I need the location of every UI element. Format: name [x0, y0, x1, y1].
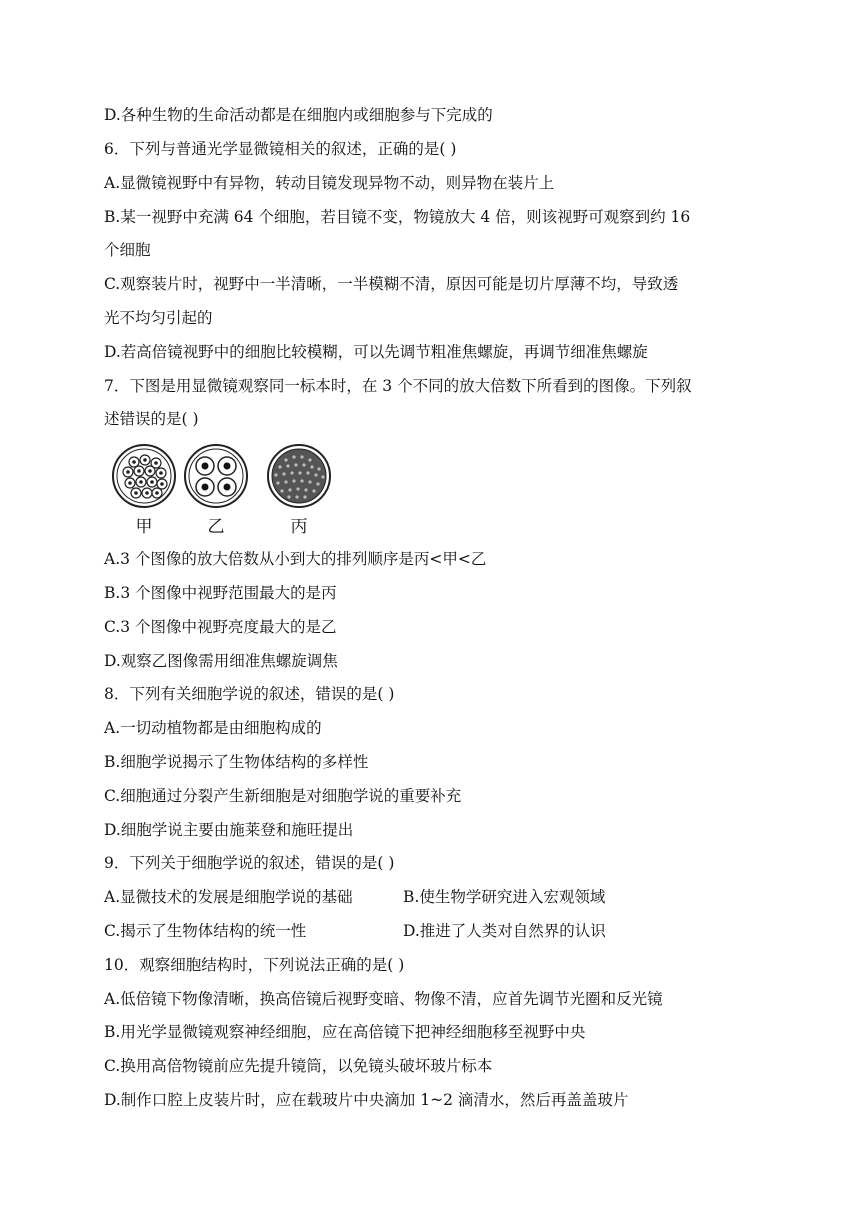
q7-stem-line2: 述错误的是( ) — [104, 410, 199, 428]
q6-option-b-line2: 个细胞 — [104, 241, 151, 259]
q8-option-a: A.一切动植物都是由细胞构成的 — [104, 719, 322, 737]
q9-stem: 9．下列关于细胞学说的叙述，错误的是( ) — [104, 854, 395, 872]
q9-option-c: C.揭示了生物体结构的统一性 — [104, 922, 307, 940]
view-yi — [185, 445, 247, 507]
q6-option-a: A.显微镜视野中有异物，转动目镜发现异物不动，则异物在装片上 — [104, 174, 555, 192]
q9-option-d: D.推进了人类对自然界的认识 — [403, 922, 606, 940]
q7-option-a: A.3 个图像的放大倍数从小到大的排列顺序是丙<甲<乙 — [104, 550, 487, 568]
q6-option-d: D.若高倍镜视野中的细胞比较模糊，可以先调节粗准焦螺旋，再调节细准焦螺旋 — [104, 343, 648, 361]
label-bing: 丙 — [290, 517, 308, 537]
label-yi: 乙 — [207, 517, 225, 537]
q6-option-c-line1: C.观察装片时，视野中一半清晰，一半模糊不清，原因可能是切片厚薄不均，导致透 — [104, 275, 679, 293]
q8-option-d: D.细胞学说主要由施莱登和施旺提出 — [104, 821, 354, 839]
q7-option-d: D.观察乙图像需用细准焦螺旋调焦 — [104, 652, 338, 670]
q7-option-b: B.3 个图像中视野范围最大的是丙 — [104, 584, 337, 602]
q6-stem: 6．下列与普通光学显微镜相关的叙述，正确的是( ) — [104, 140, 457, 158]
q6-option-b-line1: B.某一视野中充满 64 个细胞，若目镜不变，物镜放大 4 倍，则该视野可观察到约 16 — [104, 208, 691, 226]
q9-option-a: A.显微技术的发展是细胞学说的基础 — [104, 888, 353, 906]
view-bing — [268, 445, 330, 507]
microscope-views-svg — [108, 442, 348, 512]
q8-option-c: C.细胞通过分裂产生新细胞是对细胞学说的重要补充 — [104, 787, 462, 805]
q8-option-b: B.细胞学说揭示了生物体结构的多样性 — [104, 753, 369, 771]
q10-option-c: C.换用高倍物镜前应先提升镜筒，以免镜头破坏玻片标本 — [104, 1057, 493, 1075]
q5-option-d: D.各种生物的生命活动都是在细胞内或细胞参与下完成的 — [104, 106, 493, 124]
view-jia — [113, 445, 175, 507]
q8-stem: 8．下列有关细胞学说的叙述，错误的是( ) — [104, 685, 395, 703]
q10-option-b: B.用光学显微镜观察神经细胞，应在高倍镜下把神经细胞移至视野中央 — [104, 1023, 586, 1041]
q7-option-c: C.3 个图像中视野亮度最大的是乙 — [104, 618, 337, 636]
label-jia: 甲 — [135, 517, 153, 537]
q6-option-c-line2: 光不均匀引起的 — [104, 309, 213, 327]
q10-option-d: D.制作口腔上皮装片时，应在载玻片中央滴加 1~2 滴清水，然后再盖盖玻片 — [104, 1091, 629, 1109]
microscope-figure — [108, 442, 348, 538]
q9-option-b: B.使生物学研究进入宏观领域 — [403, 888, 606, 906]
q10-option-a: A.低倍镜下物像清晰，换高倍镜后视野变暗、物像不清，应首先调节光圈和反光镜 — [104, 990, 663, 1008]
q7-stem-line1: 7．下图是用显微镜观察同一标本时，在 3 个不同的放大倍数下所看到的图像。下列叙 — [104, 377, 692, 395]
q10-stem: 10．观察细胞结构时，下列说法正确的是( ) — [104, 956, 405, 974]
